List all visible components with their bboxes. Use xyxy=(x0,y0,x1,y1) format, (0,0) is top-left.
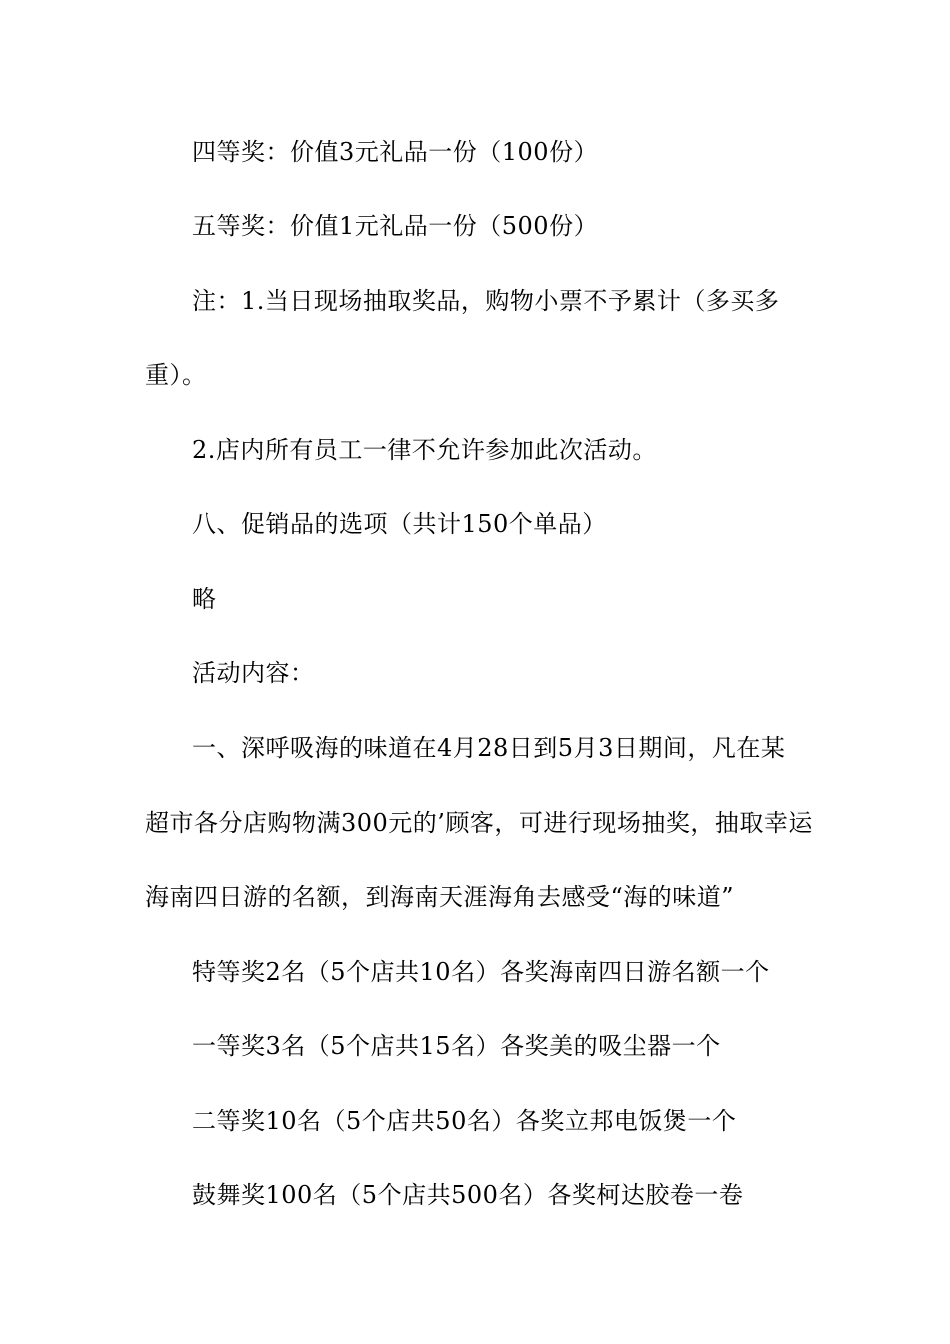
activity-paragraph-line-3: 海南四日游的名额，到海南天涯海角去感受“海的味道” xyxy=(145,883,735,911)
encouragement-prize-line: 鼓舞奖100名（5个店共500名）各奖柯达胶卷一卷 xyxy=(192,1181,744,1209)
prize-fourth-line: 四等奖：价值3元礼品一份（100份） xyxy=(192,138,599,166)
activity-paragraph-line-1: 一、深呼吸海的味道在4月28日到5月3日期间，凡在某 xyxy=(192,734,786,762)
activity-paragraph-line-2: 超市各分店购物满300元的’顾客，可进行现场抽奖，抽取幸运 xyxy=(145,809,813,837)
first-prize-line: 一等奖3名（5个店共15名）各奖美的吸尘器一个 xyxy=(192,1032,721,1060)
note-line-1: 注：1.当日现场抽取奖品，购物小票不予累计（多买多 xyxy=(192,287,780,315)
note-line-1-continued: 重）。 xyxy=(145,361,207,389)
section-heading-promo-items: 八、促销品的选项（共计150个单品） xyxy=(192,510,607,538)
note-line-2: 2.店内所有员工一律不允许参加此次活动。 xyxy=(192,436,657,464)
grand-prize-line: 特等奖2名（5个店共10名）各奖海南四日游名额一个 xyxy=(192,958,770,986)
omitted-text: 略 xyxy=(192,585,217,613)
prize-fifth-line: 五等奖：价值1元礼品一份（500份） xyxy=(192,212,599,240)
second-prize-line: 二等奖10名（5个店共50名）各奖立邦电饭煲一个 xyxy=(192,1107,737,1135)
activity-content-heading: 活动内容： xyxy=(192,659,315,687)
